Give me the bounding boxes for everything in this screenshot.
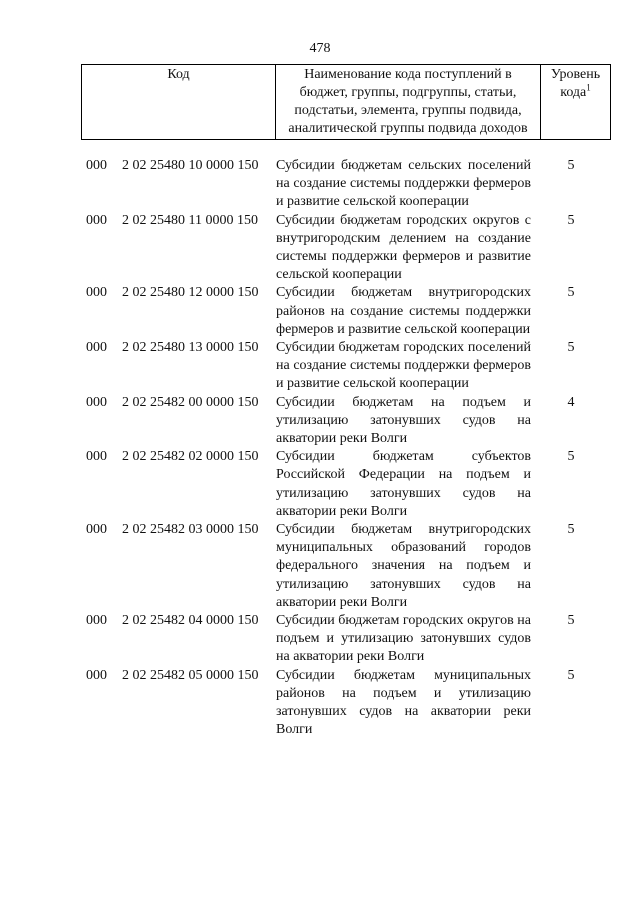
income-name: Субсидии бюджетам городских округов с внутригородским делением на создание системы поддержки фермеров и развитие сельской кооперации [276,212,531,283]
header-code: Код [82,65,276,140]
income-code: 2 02 25482 03 0000 150 [122,522,259,538]
header-name: Наименование кода поступлений в бюджет, группы, подгруппы, статьи, подстатьи, элемента, группы подвида, аналитической группы подвида доходов [276,65,541,140]
income-name: Субсидии бюджетам субъектов Российской Федерации на подъем и утилизацию затонувших судов на акватории реки Волги [276,449,531,519]
admin-code: 000 [86,285,107,301]
header-level-label: Уровень кода [550,67,601,100]
admin-code: 000 [86,613,107,629]
table-row [81,521,611,612]
table-row [81,339,611,394]
header-level [541,65,611,140]
income-code: 2 02 25482 04 0000 150 [122,613,259,629]
income-name: Субсидии бюджетам внутригородских муниципальных образований городов федерального значения на подъем и утилизацию затонувших судов на акватории реки Волги [276,522,531,610]
code-level: 5 [567,212,575,228]
admin-code: 000 [86,667,107,683]
income-name: Субсидии бюджетам внутригородских районов на создание системы поддержки фермеров и развитие сельской кооперации [276,285,531,337]
code-level: 5 [567,285,575,301]
admin-code: 000 [86,522,107,538]
table-body [81,157,611,740]
code-level: 5 [567,522,575,538]
admin-code: 000 [86,212,107,228]
table-row [81,157,611,212]
admin-code: 000 [86,340,107,356]
income-name: Субсидии бюджетам сельских поселений на создание системы поддержки фермеров и развитие сельской кооперации [276,158,531,210]
income-code: 2 02 25482 05 0000 150 [122,667,259,683]
admin-code: 000 [86,449,107,465]
footnote-marker: 1 [586,82,591,93]
income-name: Субсидии бюджетам городских поселений на создание системы поддержки фермеров и развитие сельской кооперации [276,340,531,392]
income-name: Субсидии бюджетам городских округов на подъем и утилизацию затонувших судов на акватории реки Волги [276,613,531,665]
table-row [81,394,611,449]
income-code: 2 02 25482 00 0000 150 [122,394,259,410]
admin-code: 000 [86,158,107,173]
income-code: 2 02 25482 02 0000 150 [122,449,259,465]
admin-code: 000 [86,394,107,410]
income-name: Субсидии бюджетам на подъем и утилизацию затонувших судов на акватории реки Волги [276,394,531,447]
table-row [81,212,611,285]
code-level: 5 [567,449,575,465]
code-level: 5 [567,158,575,173]
income-code: 2 02 25480 10 0000 150 [122,158,259,173]
table-header [81,64,611,140]
table-row [81,284,611,339]
table-row [81,667,611,740]
code-level: 5 [567,613,575,629]
income-code: 2 02 25480 12 0000 150 [122,285,259,301]
table-row [81,612,611,667]
code-level: 5 [567,340,575,356]
code-level: 5 [567,667,575,683]
income-code: 2 02 25480 11 0000 150 [122,212,258,228]
page-number: 478 [309,41,331,56]
table-row [81,448,611,521]
income-name: Субсидии бюджетам муниципальных районов на подъем и утилизацию затонувших судов на акватории реки Волги [276,667,531,738]
code-level: 4 [567,394,575,410]
income-code: 2 02 25480 13 0000 150 [122,340,259,356]
